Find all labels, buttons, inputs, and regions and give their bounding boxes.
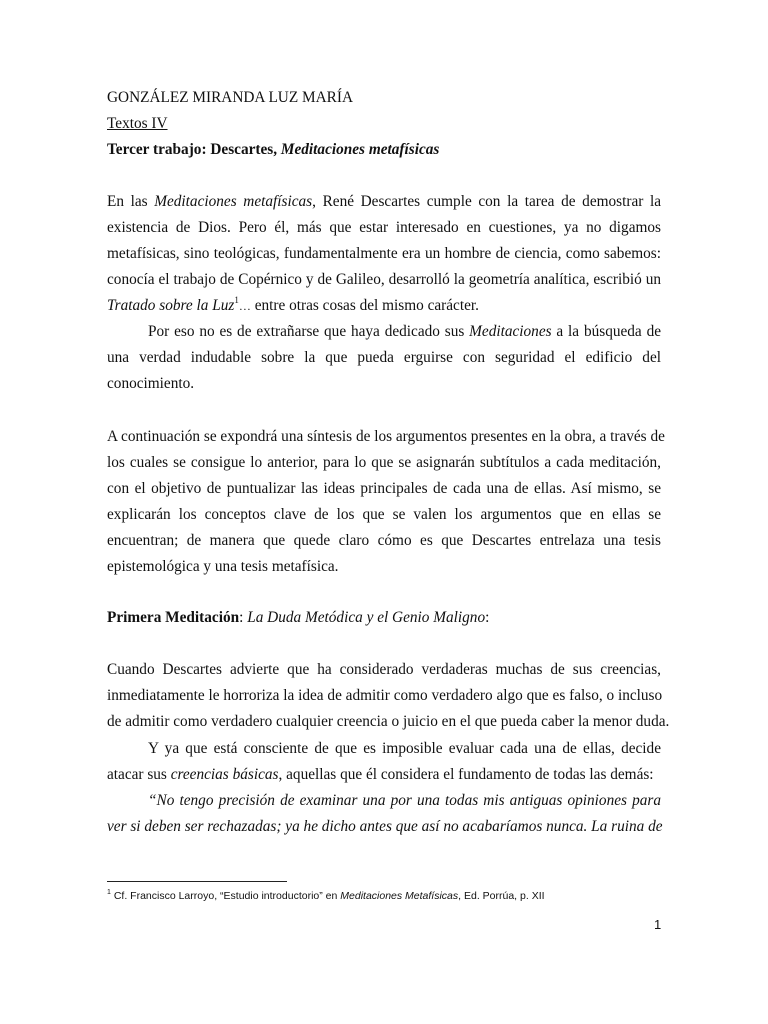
text: Por eso no es de extrañarse que haya dedicado sus	[148, 323, 470, 340]
paragraph-line	[107, 193, 661, 211]
paragraph-line: conocía el trabajo de Copérnico y de Galileo, desarrolló la geometría analítica, escribió un	[107, 271, 661, 288]
title-italic: Meditaciones metafísicas	[280, 141, 440, 158]
text-italic: Meditaciones	[469, 323, 552, 340]
paragraph-line: de admitir como verdadero cualquier creencia o juicio en el que pueda caber la menor duda.	[107, 713, 670, 730]
text: :	[239, 609, 248, 626]
paragraph-line: existencia de Dios. Pero él, más que estar interesado en cuestiones, ya no digamos	[107, 219, 661, 236]
paragraph-line	[107, 766, 654, 784]
footnote-separator	[107, 881, 287, 882]
paragraph-line: metafísicas, sino teológicas, fundamentalmente era un hombre de ciencia, como sabemos:	[107, 245, 661, 262]
paragraph-line: explicarán los conceptos clave de los que se valen los argumentos que en ellas se	[107, 506, 661, 523]
page-number: 1	[654, 917, 662, 932]
paragraph-line: con el objetivo de puntualizar las ideas principales de cada una de ellas. Así mismo, se	[107, 480, 661, 497]
paragraph-line	[148, 323, 661, 341]
text: , Ed. Porrúa, p. XII	[458, 890, 545, 902]
paragraph-line: una verdad indudable sobre la que pueda erguirse con seguridad el edificio del	[107, 349, 661, 366]
paragraph-line: encuentran; de manera que quede claro cómo es que Descartes entrelaza una tesis	[107, 532, 661, 549]
text: a la búsqueda de	[551, 323, 662, 340]
text: entre otras cosas del mismo carácter.	[250, 297, 479, 314]
text: atacar sus	[107, 766, 171, 783]
text: En las	[107, 193, 155, 210]
text-italic: Meditaciones metafísicas	[154, 193, 313, 210]
section-heading	[107, 609, 489, 627]
author-name: GONZÁLEZ MIRANDA LUZ MARÍA	[107, 89, 354, 106]
text: , René Descartes cumple con la tarea de demostrar la	[312, 193, 661, 210]
footnote	[107, 890, 545, 902]
footnote-ref[interactable]: 1	[234, 295, 239, 305]
footnote-number: 1	[107, 889, 111, 896]
paragraph-line: Cuando Descartes advierte que ha considerado verdaderas muchas de sus creencias,	[107, 661, 661, 678]
text-italic: Meditaciones Metafísicas	[340, 890, 459, 902]
text: :	[485, 609, 490, 626]
text-italic: creencias básicas	[170, 766, 279, 783]
paragraph-line: inmediatamente le horroriza la idea de admitir como verdadero algo que es falso, o incluso	[107, 687, 663, 704]
paragraph-line: Y ya que está consciente de que es imposible evaluar cada una de ellas, decide	[148, 740, 661, 757]
paragraph-line: A continuación se expondrá una síntesis de los argumentos presentes en la obra, a través de	[107, 428, 665, 445]
quote-line: ver si deben ser rechazadas; ya he dicho antes que así no acabaríamos nunca. La ruina de	[107, 818, 663, 835]
heading-italic: La Duda Metódica y el Genio Maligno	[247, 609, 486, 626]
paragraph-line: los cuales se consigue lo anterior, para lo que se asignarán subtítulos a cada meditación,	[107, 454, 661, 471]
paragraph-line: conocimiento.	[107, 375, 195, 392]
text: , aquellas que él considera el fundamento de todas las demás:	[278, 766, 654, 783]
text: Cf. Francisco Larroyo, “Estudio introductorio” en	[110, 890, 341, 902]
ellipsis: …	[238, 299, 251, 313]
text-italic: Tratado sobre la Luz	[107, 297, 235, 314]
title-bold: Tercer trabajo: Descartes,	[107, 141, 281, 158]
paragraph-line: epistemológica y una tesis metafísica.	[107, 558, 339, 575]
course-name: Textos IV	[107, 115, 168, 132]
paragraph-line	[107, 297, 479, 315]
heading-bold: Primera Meditación	[107, 609, 240, 626]
quote-line: “No tengo precisión de examinar una por una todas mis antiguas opiniones para	[148, 792, 661, 809]
document-title	[107, 141, 439, 159]
